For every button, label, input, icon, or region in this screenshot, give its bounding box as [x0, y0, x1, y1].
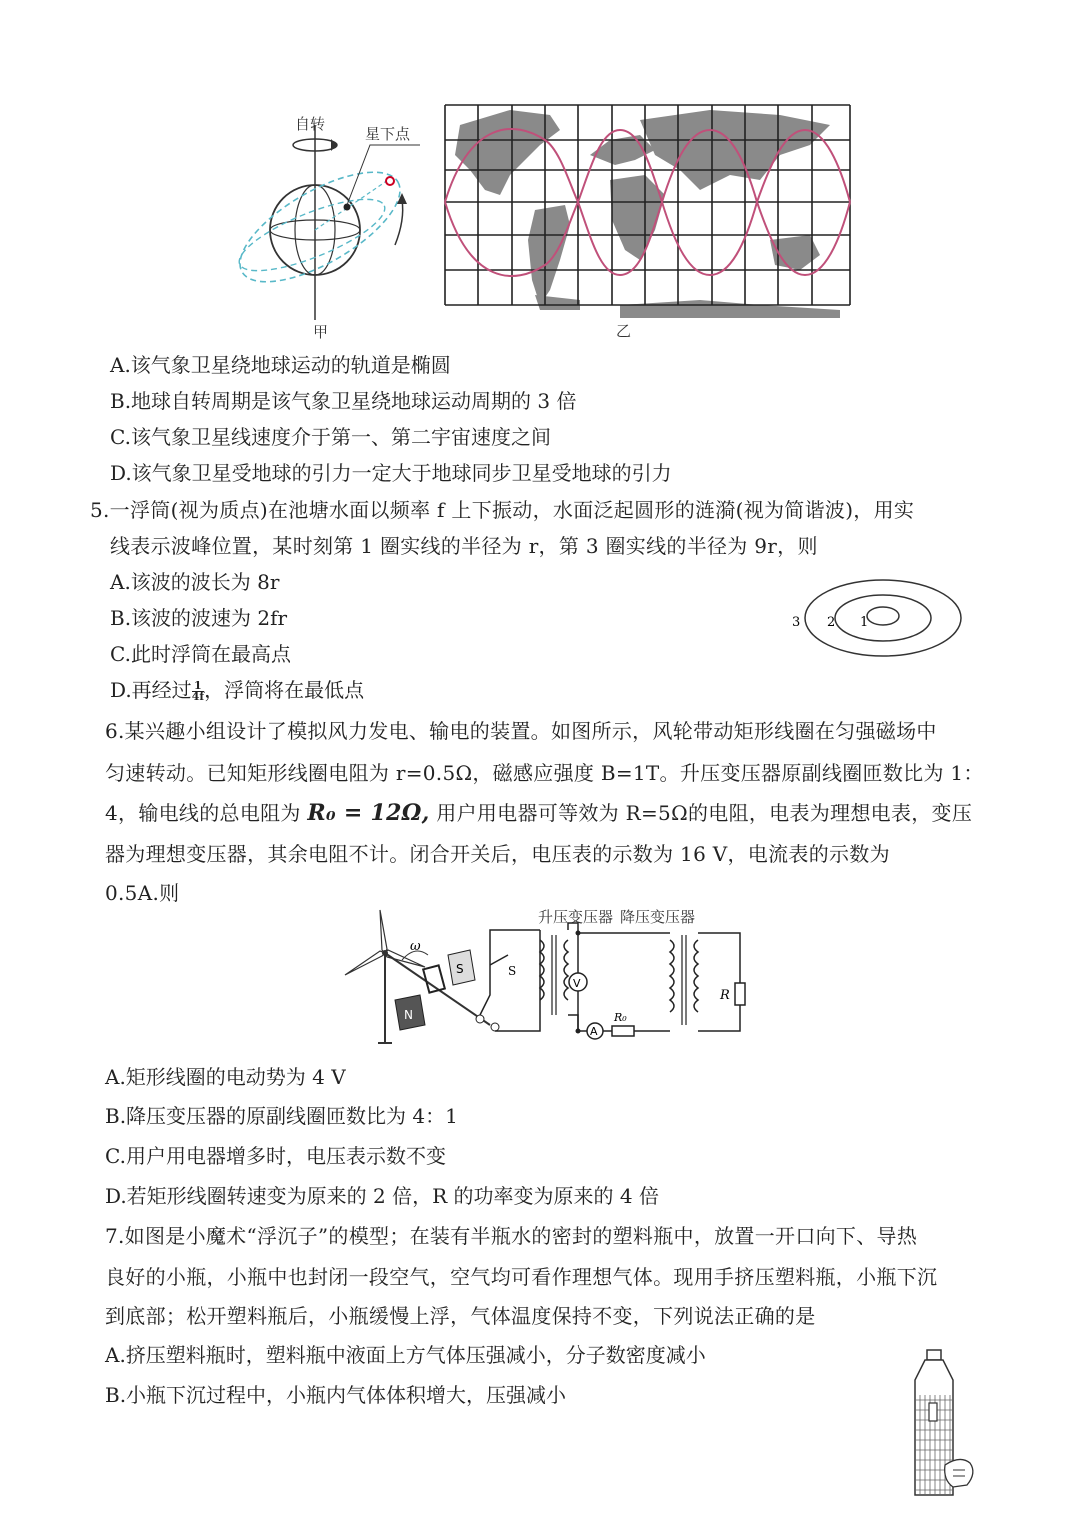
q5-stem-line1: 5.一浮筒(视为质点)在池塘水面以频率 f 上下振动，水面泛起圆形的涟漪(视为简谐波)，用实	[90, 498, 915, 522]
omega-label: ω	[410, 939, 421, 954]
q6-option-c: C.用户用电器增多时，电压表示数不变	[105, 1144, 446, 1168]
q5-option-c: C.此时浮筒在最高点	[110, 642, 291, 666]
cartesian-diver-bottle-figure	[905, 1345, 980, 1505]
wind-power-circuit-figure	[340, 905, 750, 1045]
globe-orbit-figure	[220, 105, 440, 345]
ripple-rings-figure	[785, 578, 970, 668]
q6-option-b: B.降压变压器的原副线圈匝数比为 4：1	[105, 1104, 458, 1128]
q7-stem-line2: 良好的小瓶，小瓶中也封闭一段空气，空气均可看作理想气体。现用手挤压塑料瓶，小瓶下沉	[105, 1265, 938, 1289]
rotation-label: 自转	[295, 115, 326, 133]
ring-label-3: 3	[792, 615, 801, 630]
q6-option-a: A.矩形线圈的电动势为 4 V	[105, 1065, 346, 1089]
world-map-figure	[440, 100, 860, 345]
r0-formula: R₀ = 12Ω,	[307, 800, 430, 826]
switch-label: S	[508, 964, 517, 978]
figure-jia-label: 甲	[313, 323, 329, 341]
q7-stem-line1: 7.如图是小魔术“浮沉子”的模型；在装有半瓶水的密封的塑料瓶中，放置一开口向下、导热	[105, 1224, 918, 1248]
quarter-period-fraction: $\frac{1}{4f}$	[191, 679, 205, 703]
q7-stem-line3: 到底部；松开塑料瓶后，小瓶缓慢上浮，气体温度保持不变，下列说法正确的是	[105, 1304, 816, 1328]
ring-label-2: 2	[827, 615, 836, 630]
magnet-n-label: N	[404, 1008, 413, 1022]
load-resistor-label: R	[720, 988, 730, 1003]
subpoint-label: 星下点	[365, 125, 411, 143]
q6-stem-line1: 6.某兴趣小组设计了模拟风力发电、输电的装置。如图所示，风轮带动矩形线圈在匀强磁场中	[105, 719, 937, 743]
figure-yi-label: 乙	[616, 322, 632, 340]
step-down-transformer-label: 降压变压器	[620, 908, 696, 926]
q5-option-d-prefix: D.再经过	[110, 678, 192, 702]
ring-label-1: 1	[860, 615, 869, 630]
q6-stem-line3: 4，输电线的总电阻为 R₀ = 12Ω, 用户用电器可等效为 R=5Ω的电阻，电表为理想电表，变压	[105, 800, 973, 826]
q7-option-b: B.小瓶下沉过程中，小瓶内气体体积增大，压强减小	[105, 1383, 567, 1407]
q5-option-b: B.该波的波速为 2fr	[110, 606, 288, 630]
q5-stem-line2: 线表示波峰位置，某时刻第 1 圈实线的半径为 r，第 3 圈实线的半径为 9r，则	[110, 534, 818, 558]
r0-resistor-label: R₀	[614, 1011, 627, 1024]
q5-option-d-suffix: ，浮筒将在最低点	[204, 678, 365, 702]
q6-stem-line4: 器为理想变压器，其余电阻不计。闭合开关后，电压表的示数为 16 V，电流表的示数为	[105, 842, 890, 866]
q7-option-a: A.挤压塑料瓶时，塑料瓶中液面上方气体压强减小，分子数密度减小	[105, 1343, 706, 1367]
q6-option-d: D.若矩形线圈转速变为原来的 2 倍，R 的功率变为原来的 4 倍	[105, 1184, 659, 1208]
q4-option-c: C.该气象卫星线速度介于第一、第二宇宙速度之间	[110, 425, 551, 449]
q6-stem-line2: 匀速转动。已知矩形线圈电阻为 r=0.5Ω，磁感应强度 B=1T。升压变压器原副线圈匝数比为 1：	[105, 761, 984, 785]
q4-option-d: D.该气象卫星受地球的引力一定大于地球同步卫星受地球的引力	[110, 461, 672, 485]
q5-option-a: A.该波的波长为 8r	[110, 570, 280, 594]
magnet-s-label: S	[456, 962, 464, 976]
q4-option-a: A.该气象卫星绕地球运动的轨道是椭圆	[110, 353, 451, 377]
q5-option-d	[110, 677, 364, 703]
q6-stem-line5: 0.5A.则	[105, 881, 180, 905]
voltmeter-label: V	[573, 977, 581, 990]
step-up-transformer-label: 升压变压器	[538, 908, 614, 926]
q4-option-b: B.地球自转周期是该气象卫星绕地球运动周期的 3 倍	[110, 389, 577, 413]
ammeter-label: A	[590, 1025, 598, 1038]
